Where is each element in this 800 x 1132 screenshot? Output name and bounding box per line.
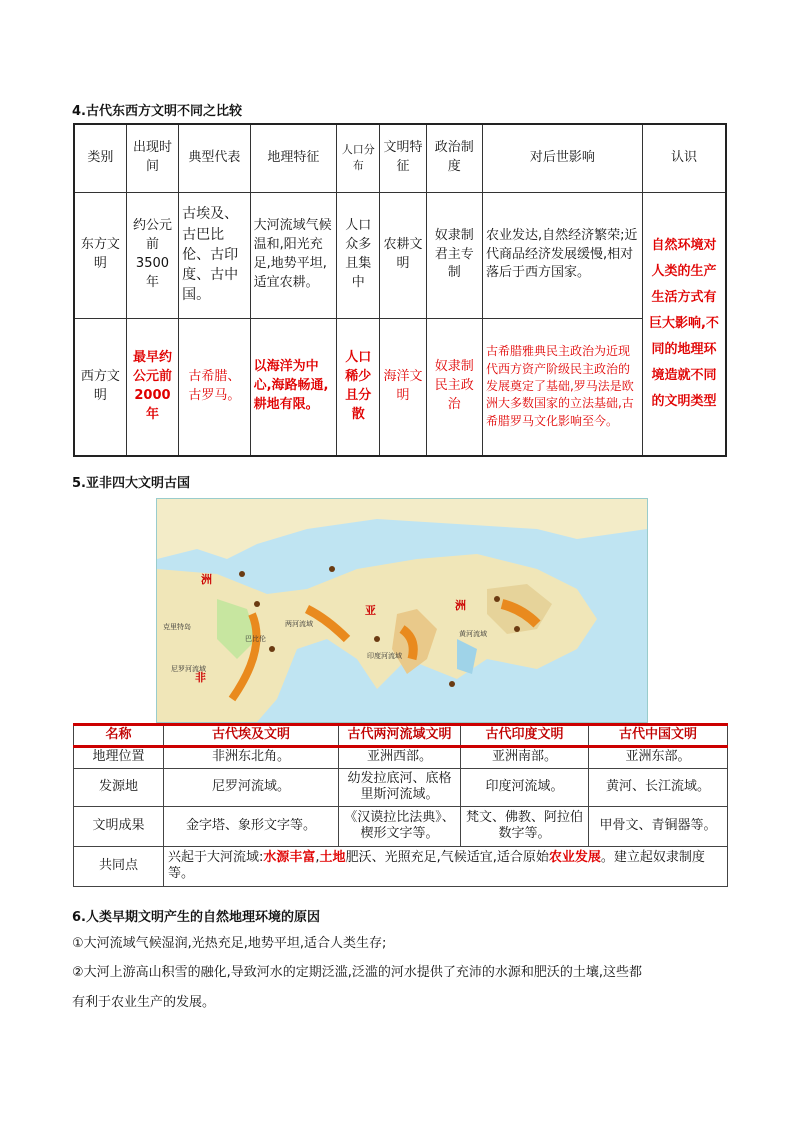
civ-cell: 非洲东北角。 [164,746,339,768]
continent-label-4: 非 [195,671,206,684]
west-impact: 古希腊雅典民主政治为近现代西方资产阶级民主政治的发展奠定了基础,罗马法是欧洲大多数国家的立法基础,古希腊罗马文化影响至今。 [482,318,642,456]
west-category: 西方文明 [74,318,126,456]
section-5-title: 5.亚非四大文明古国 [72,476,190,491]
east-impact: 农业发达,自然经济繁荣;近代商品经济发展缓慢,相对落后于西方国家。 [482,192,642,318]
common-text-2: 肥沃、光照充足,气候适宜,适合原始 [345,849,549,865]
west-pop: 人口稀少且分散 [337,318,380,456]
continent-label-3: 洲 [455,599,466,612]
section-6-point-1: ①大河流域气候湿润,光热充足,地势平坦,适合人类生存; [72,936,387,951]
civ-header-mesopotamia: 古代两河流域文明 [339,725,461,747]
civ-header-row [74,725,728,747]
insight-cell: 自然环境对人类的生产生活方式有巨大影响,不同的地理环境造就不同的文明类型 [642,192,726,456]
map-label-two-rivers: 两河流域 [285,620,313,628]
east-geo: 大河流域气候温和,阳光充足,地势平坦,适宜农耕。 [250,192,337,318]
header-politics: 政治制度 [426,124,482,192]
common-points [164,846,728,886]
civ-cell: 金字塔、象形文字等。 [164,806,339,846]
civ-cell: 梵文、佛教、阿拉伯数字等。 [461,806,589,846]
east-feature: 农耕文明 [380,192,426,318]
east-category: 东方文明 [74,192,126,318]
civ-cell: 印度河流域。 [461,768,589,806]
civ-cell: 黄河、长江流域。 [589,768,728,806]
civ-header-china: 古代中国文明 [589,725,728,747]
common-sep: , [315,849,320,865]
east-reps: 古埃及、古巴比伦、古印度、古中国。 [179,192,250,318]
civ-cell: 亚洲西部。 [339,746,461,768]
west-geo: 以海洋为中心,海路畅通,耕地有限。 [250,318,337,456]
civ-row-achievements [74,806,728,846]
civilizations-map [156,498,648,723]
civ-row-label: 发源地 [74,768,164,806]
civ-row-label: 共同点 [74,846,164,886]
west-time: 最早约公元前2000年 [126,318,178,456]
section-6-title: 6.人类早期文明产生的自然地理环境的原因 [72,910,320,925]
header-time: 出现时间 [126,124,178,192]
civ-cell: 《汉谟拉比法典》、楔形文字等。 [339,806,461,846]
east-row [74,192,726,318]
common-highlight-land: 土地 [319,849,346,865]
civ-row-label: 文明成果 [74,806,164,846]
west-politics: 奴隶制民主政治 [426,318,482,456]
west-feature: 海洋文明 [380,318,426,456]
section-4-title: 4.古代东西方文明不同之比较 [72,104,242,119]
civ-row-origin [74,768,728,806]
map-land-svg [157,499,647,722]
header-pop: 人口分布 [337,124,380,192]
civ-cell: 幼发拉底河、底格里斯河流域。 [339,768,461,806]
section-6-point-2b: 有利于农业生产的发展。 [72,995,216,1010]
west-reps: 古希腊、古罗马。 [179,318,250,456]
header-category: 类别 [74,124,126,192]
civ-header-india: 古代印度文明 [461,725,589,747]
west-row [74,318,726,456]
civ-cell: 亚洲东部。 [589,746,728,768]
civ-row-location [74,746,728,768]
map-label-nile: 尼罗河流域 [171,665,206,673]
civ-cell: 甲骨文、青铜器等。 [589,806,728,846]
civ-cell: 尼罗河流域。 [164,768,339,806]
four-civilizations-table [73,723,728,887]
common-highlight-water: 水源丰富 [263,849,316,865]
map-label-babylon: 巴比伦 [245,635,266,643]
map-label-yellow-river: 黄河流域 [459,630,487,638]
header-impact: 对后世影响 [482,124,642,192]
header-insight: 认识 [642,124,726,192]
common-text-1: 兴起于大河流域: [168,849,264,865]
civ-cell: 亚洲南部。 [461,746,589,768]
map-label-indus: 印度河流域 [367,652,402,660]
section-6-point-2a: ②大河上游高山积雪的融化,导致河水的定期泛滥,泛滥的河水提供了充沛的水源和肥沃的土壤,这些都 [72,965,643,980]
common-text-3: 。建立起奴隶制度等。 [168,849,705,882]
east-politics: 奴隶制君主专制 [426,192,482,318]
common-highlight-agri: 农业发展 [548,849,601,865]
map-label-crete: 克里特岛 [163,623,191,631]
continent-label-2: 亚 [365,604,376,617]
civ-header-name: 名称 [74,725,164,747]
east-time: 约公元前3500年 [126,192,178,318]
east-pop: 人口众多且集中 [337,192,380,318]
civ-row-label: 地理位置 [74,746,164,768]
header-reps: 典型代表 [179,124,250,192]
east-west-comparison-table [73,123,727,457]
header-geo: 地理特征 [250,124,337,192]
header-feature: 文明特征 [380,124,426,192]
civ-header-egypt: 古代埃及文明 [164,725,339,747]
header-row [74,124,726,192]
civ-row-common [74,846,728,886]
continent-label-1: 洲 [201,573,212,586]
